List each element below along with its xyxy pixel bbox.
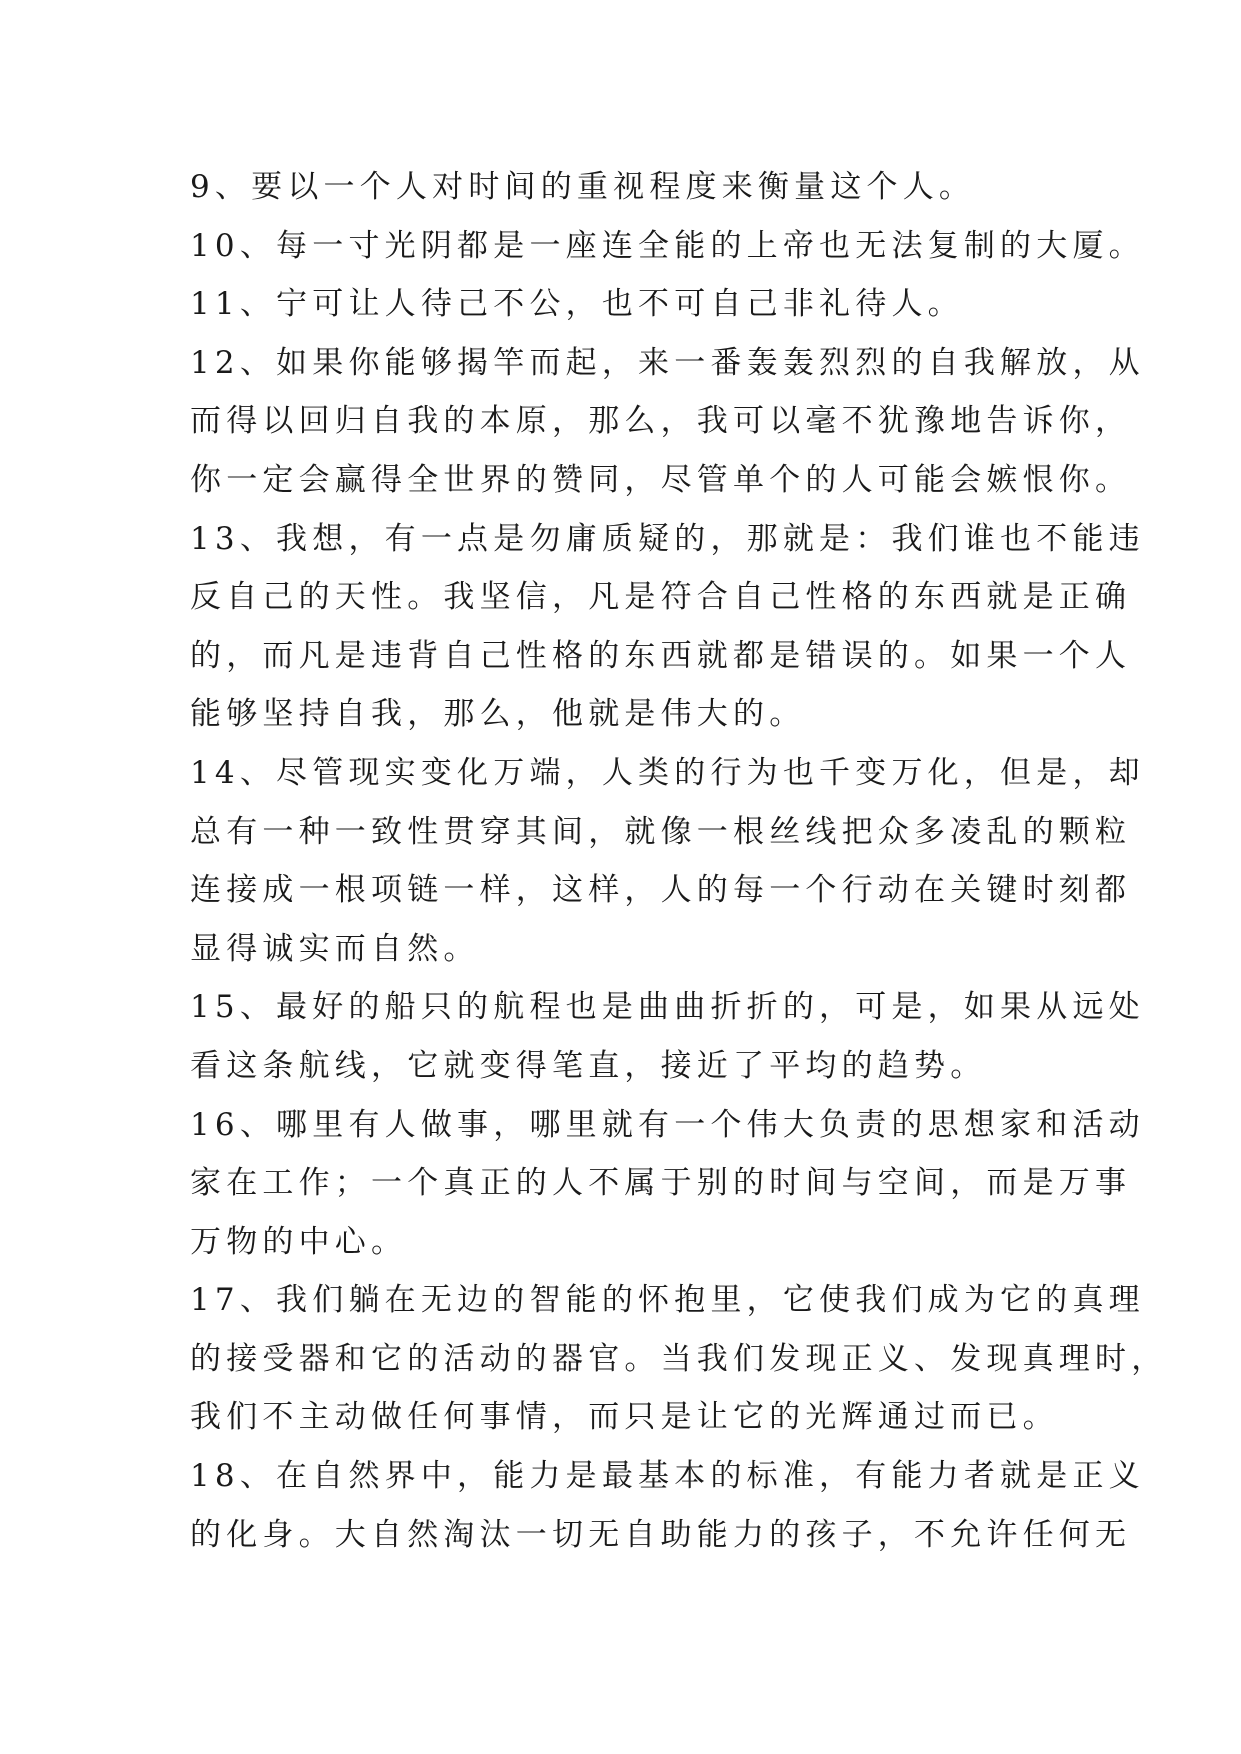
text-line-quote-17-part-2: 的接受器和它的活动的器官。当我们发现正义、发现真理时，	[190, 1340, 1168, 1377]
text-line-quote-13-part-4: 能够坚持自我，那么，他就是伟大的。	[190, 696, 806, 733]
text-line-quote-14-part-4: 显得诚实而自然。	[190, 930, 480, 967]
text-line-quote-13-part-1: 13、我想，有一点是勿庸质疑的，那就是：我们谁也不能违	[190, 520, 1145, 557]
text-line-quote-14-part-1: 14、尽管现实变化万端，人类的行为也千变万化，但是，却	[190, 754, 1145, 791]
text-line-quote-12-part-2: 而得以回归自我的本原，那么，我可以毫不犹豫地告诉你，	[190, 403, 1132, 440]
text-line-quote-18-part-1: 18、在自然界中，能力是最基本的标准，有能力者就是正义	[190, 1458, 1145, 1495]
text-line-quote-18-part-2: 的化身。大自然淘汰一切无自助能力的孩子，不允许任何无	[190, 1516, 1132, 1553]
text-line-quote-13-part-2: 反自己的天性。我坚信，凡是符合自己性格的东西就是正确	[190, 579, 1132, 616]
text-line-quote-14-part-2: 总有一种一致性贯穿其间，就像一根丝线把众多凌乱的颗粒	[190, 813, 1132, 850]
text-line-quote-9: 9、要以一个人对时间的重视程度来衡量这个人。	[190, 169, 976, 205]
text-line-quote-15-part-2: 看这条航线，它就变得笔直，接近了平均的趋势。	[190, 1047, 987, 1084]
text-line-quote-10: 10、每一寸光阴都是一座连全能的上帝也无法复制的大厦。	[190, 227, 1145, 264]
text-line-quote-14-part-3: 连接成一根项链一样，这样，人的每一个行动在关键时刻都	[190, 872, 1132, 909]
text-line-quote-16-part-2: 家在工作；一个真正的人不属于别的时间与空间，而是万事	[190, 1165, 1132, 1202]
text-line-quote-16-part-3: 万物的中心。	[190, 1223, 408, 1260]
text-line-quote-12-part-1: 12、如果你能够揭竿而起，来一番轰轰烈烈的自我解放，从	[190, 344, 1145, 381]
text-line-quote-16-part-1: 16、哪里有人做事，哪里就有一个伟大负责的思想家和活动	[190, 1106, 1145, 1143]
text-line-quote-15-part-1: 15、最好的船只的航程也是曲曲折折的，可是，如果从远处	[190, 989, 1145, 1026]
text-line-quote-12-part-3: 你一定会赢得全世界的赞同，尽管单个的人可能会嫉恨你。	[190, 461, 1132, 498]
text-line-quote-13-part-3: 的，而凡是违背自己性格的东西就都是错误的。如果一个人	[190, 637, 1132, 674]
quote-text-block	[190, 158, 1168, 1564]
text-line-quote-17-part-1: 17、我们躺在无边的智能的怀抱里，它使我们成为它的真理	[190, 1282, 1145, 1319]
text-line-quote-17-part-3: 我们不主动做任何事情，而只是让它的光辉通过而已。	[190, 1399, 1059, 1436]
text-line-quote-11: 11、宁可让人待己不公，也不可自己非礼待人。	[190, 286, 964, 323]
